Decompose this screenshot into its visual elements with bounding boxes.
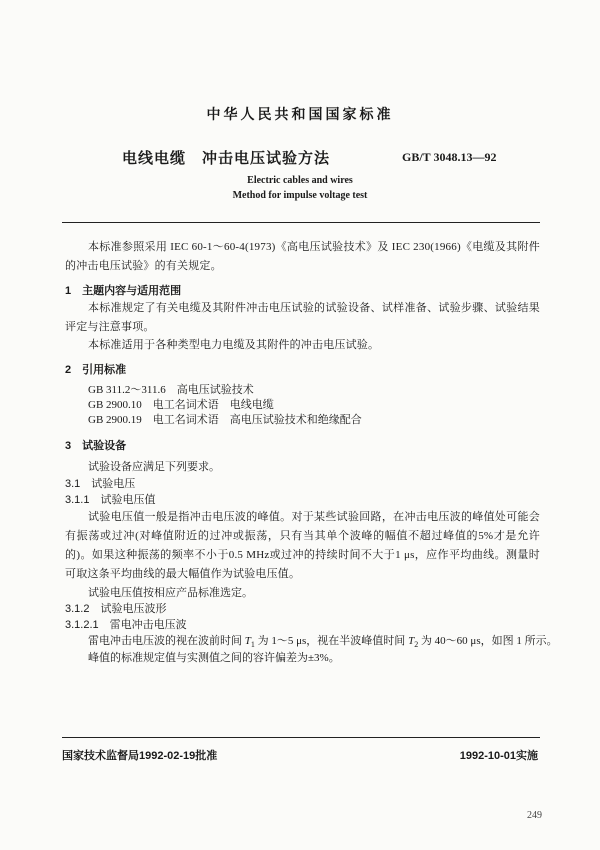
reference-item: GB 2900.10 电工名词术语 电线电缆 (88, 399, 274, 411)
section-3-1-2-heading: 3.1.2 试验电压波形 (65, 603, 167, 615)
reference-item: GB 311.2～311.6 高电压试验技术 (88, 384, 254, 396)
text-part: 为 40～60 μs，如图 1 所示。 (418, 635, 558, 647)
approval-date: 国家技术监督局1992-02-19批准 (62, 750, 218, 762)
subscript: 2 (414, 640, 419, 650)
english-title-line-1: Electric cables and wires (247, 175, 353, 186)
intro-paragraph: 本标准参照采用 IEC 60-1～60-4(1973)《高电压试验技术》及 IEC 230(1966)《电缆及其附件的冲击电压试验》的有关规定。 (65, 241, 540, 272)
footer-divider (62, 737, 540, 738)
national-standard-heading: 中华人民共和国国家标准 (206, 106, 394, 122)
symbol-t: T (244, 635, 251, 647)
section-3-1-1-heading: 3.1.1 试验电压值 (65, 494, 156, 506)
section-3-paragraph: 试验设备应满足下列要求。 (88, 461, 220, 473)
standard-code-text: GB/T 3048.13—92 (402, 150, 497, 164)
section-3-1-2-1-heading: 3.1.2.1 雷电冲击电压波 (65, 619, 187, 631)
text-part: 雷电冲击电压波的视在波前时间 (88, 635, 245, 647)
section-3-1-1-paragraph: 试验电压值一般是指冲击电压波的峰值。对于某些试验回路，在冲击电压波的峰值处可能会有振荡或过冲(对峰值附近的过冲或振荡，只有当其单个波峰的幅值不超过峰值的5%才是允许的)。如果这种振荡的频率不小于0.5 MHz或过冲的持续时间不大于1 μs，应作平均曲线。测量时可取这条平均曲线的最大幅值作为试验电压值。 (65, 511, 540, 580)
section-3-1-heading: 3.1 试验电压 (65, 478, 136, 490)
text-part: 为 1～5 μs，视在半波峰值时间 (254, 635, 409, 647)
english-title-line-2: Method for impulse voltage test (232, 190, 368, 201)
section-3-1-1-note: 试验电压值按相应产品标准选定。 (88, 587, 253, 599)
lightning-impulse-paragraph (88, 632, 558, 649)
standard-code (402, 150, 496, 165)
section-3-heading: 3 试验设备 (65, 440, 127, 452)
effective-date: 1992-10-01实施 (459, 750, 538, 762)
subscript: 1 (250, 640, 255, 650)
reference-item: GB 2900.19 电工名词术语 高电压试验技术和绝缘配合 (88, 414, 362, 426)
document-title: 电线电缆 冲击电压试验方法 (122, 150, 331, 167)
section-1-paragraph-1: 本标准规定了有关电缆及其附件冲击电压试验的试验设备、试样准备、试验步骤、试验结果评定与注意事项。 (65, 302, 540, 333)
header-divider (62, 222, 540, 223)
section-2-heading: 2 引用标准 (65, 364, 127, 376)
section-1-heading: 1 主题内容与适用范围 (65, 285, 182, 297)
tolerance-paragraph: 峰值的标准规定值与实测值之间的容许偏差为±3%。 (88, 652, 340, 664)
symbol-t: T (408, 635, 415, 647)
page-number: 249 (527, 810, 542, 821)
section-1-paragraph-2: 本标准适用于各种类型电力电缆及其附件的冲击电压试验。 (88, 339, 380, 351)
